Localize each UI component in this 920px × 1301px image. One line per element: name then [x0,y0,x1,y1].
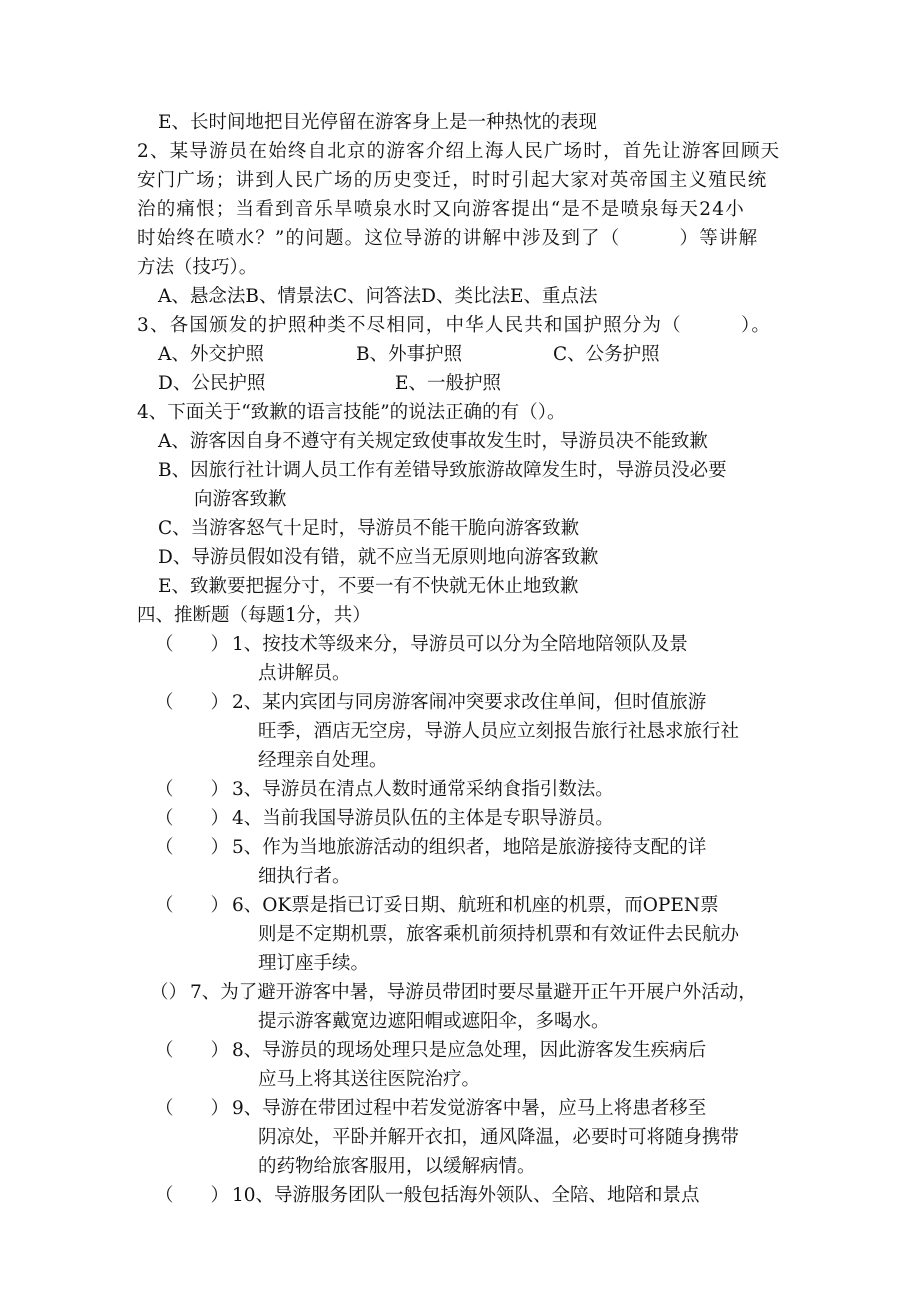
q2-stem-line: 时始终在喷水？”的问题。这位导游的讲解中涉及到了（ ）等讲解 [137,228,759,249]
q2-stem-line: 2、某导游员在始终自北京的游客介绍上海人民广场时，首先让游客回顾天 [137,141,781,162]
q4-option-c: C、当游客怒气十足时，导游员不能干脆向游客致歉 [158,518,580,539]
section-title: 四、推断题（每题1分，共） [137,605,371,626]
q1-option-e: E、长时间地把目光停留在游客身上是一种热忱的表现 [158,112,598,133]
item-text: 的药物给旅客服用，以缓解病情。 [258,1156,536,1177]
item-text: 3、导游员在清点人数时通常采纳食指引数法。 [232,779,614,800]
item-text: 10、导游服务团队一般包括海外领队、全陪、地陪和景点 [232,1185,700,1206]
q3-option-c: C、公务护照 [553,344,660,365]
item-text: 2、某内宾团与同房游客闹冲突要求改住单间，但时值旅游 [232,692,707,713]
item-text: 9、导游在带团过程中若发觉游客中暑，应马上将患者移至 [232,1098,707,1119]
item-text: 1、按技术等级来分，导游员可以分为全陪地陪领队及景 [232,634,688,655]
q2-stem-line: 安门广场；讲到人民广场的历史变迁，时时引起大家对英帝国主义殖民统 [137,170,768,191]
q4-option-a: A、游客因自身不遵守有关规定致使事故发生时，导游员决不能致歉 [158,431,708,452]
q3-option-d: D、公民护照 [158,373,266,394]
item-text: 经理亲自处理。 [258,750,388,771]
q4-option-b: B、因旅行社计调人员工作有差错导致旅游故障发生时，导游员没必要 [158,460,727,481]
answer-parentheses: （ ） [155,895,230,916]
answer-parentheses: （ ） [155,1098,230,1119]
item-text: 应马上将其送往医院治疗。 [258,1069,481,1090]
item-text: 7、为了避开游客中暑，导游员带团时要尽量避开正午开展户外活动， [190,982,757,1003]
q4-option-b-cont: 向游客致歉 [194,489,287,510]
q3-option-a: A、外交护照 [158,344,264,365]
item-text: 点讲解员。 [258,663,351,684]
answer-parentheses: （ ） [155,837,230,858]
q2-stem-line: 治的痛恨；当看到音乐旱喷泉水时又向游客提出“是不是喷泉每天24小 [137,199,745,220]
item-text: 旺季，酒店无空房，导游人员应立刻报告旅行社恳求旅行社 [258,721,740,742]
answer-parentheses: （ ） [155,1040,230,1061]
q3-stem: 3、各国颁发的护照种类不尽相同，中华人民共和国护照分为（ ）。 [137,315,772,336]
item-text: 5、作为当地旅游活动的组织者，地陪是旅游接待支配的详 [232,837,707,858]
answer-parentheses: （） [150,982,188,1003]
answer-parentheses: （ ） [155,634,230,655]
item-text: 6、OK票是指已订妥日期、航班和机座的机票，而OPEN票 [232,895,719,916]
item-text: 理订座手续。 [258,953,370,974]
item-text: 8、导游员的现场处理只是应急处理，因此游客发生疾病后 [232,1040,707,1061]
q2-options: A、悬念法B、情景法C、问答法D、类比法E、重点法 [158,286,598,307]
q4-option-d: D、导游员假如没有错，就不应当无原则地向游客致歉 [158,547,599,568]
answer-parentheses: （ ） [155,1185,230,1206]
q3-option-b: B、外事护照 [356,344,463,365]
answer-parentheses: （ ） [155,692,230,713]
q2-stem-line: 方法（技巧）。 [137,257,258,278]
item-text: 阴凉处，平卧并解开衣扣，通风降温，必要时可将随身携带 [258,1127,740,1148]
answer-parentheses: （ ） [155,808,230,829]
item-text: 细执行者。 [258,866,351,887]
q4-stem: 4、下面关于“致歉的语言技能”的说法正确的有（）。 [137,402,566,423]
item-text: 4、当前我国导游员队伍的主体是专职导游员。 [232,808,614,829]
q3-option-e: E、一般护照 [395,373,502,394]
answer-parentheses: （ ） [155,779,230,800]
item-text: 提示游客戴宽边遮阳帽或遮阳伞，多喝水。 [258,1011,610,1032]
item-text: 则是不定期机票，旅客乘机前须持机票和有效证件去民航办 [258,924,740,945]
q4-option-e: E、致歉要把握分寸，不要一有不快就无休止地致歉 [158,576,579,597]
